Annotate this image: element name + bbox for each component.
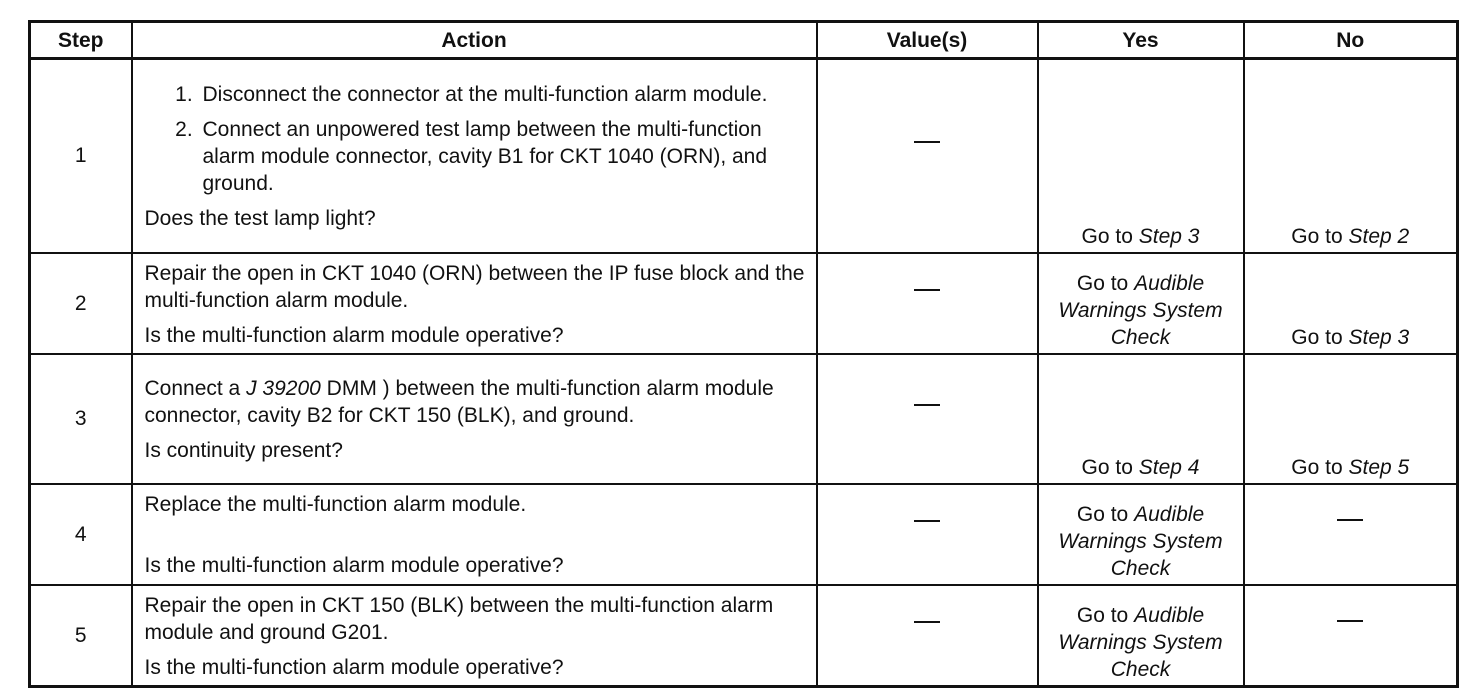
no-target: Step 5 [1348, 455, 1410, 479]
no-cell [1244, 59, 1458, 253]
yes-cell [1038, 59, 1244, 253]
yes-cell [1038, 484, 1244, 585]
value-cell [817, 585, 1038, 687]
action-cell [132, 253, 817, 354]
diagnostic-table [28, 20, 1459, 688]
substep-list [145, 81, 808, 197]
no-prefix: Go to [1291, 325, 1343, 349]
action-text-pre: Connect a [144, 377, 241, 400]
yes-cell [1038, 354, 1244, 484]
header-yes: Yes [1038, 22, 1244, 59]
no-dash [1337, 519, 1363, 548]
action-question: Is continuity present? [144, 439, 343, 462]
action-cell [132, 59, 817, 253]
no-dash [1337, 620, 1363, 649]
table-row [30, 484, 1458, 585]
step-number: 4 [30, 484, 132, 585]
table-row [30, 354, 1458, 484]
value-cell [817, 484, 1038, 585]
header-action: Action [132, 22, 817, 59]
no-cell [1244, 354, 1458, 484]
value-cell [817, 59, 1038, 253]
table-row [30, 59, 1458, 253]
yes-prefix: Go to [1076, 603, 1129, 627]
yes-prefix: Go to [1081, 455, 1133, 479]
action-question: Is the multi-function alarm module operative? [144, 323, 564, 347]
yes-target: Audible Warnings System Check [1058, 271, 1223, 349]
no-target: Step 3 [1348, 325, 1410, 349]
value-cell [817, 354, 1038, 484]
table-row [30, 253, 1458, 354]
header-no: No [1244, 22, 1458, 59]
substep: 1. Disconnect the connector at the multi-function alarm module. [199, 81, 808, 108]
header-row [30, 22, 1458, 59]
header-step: Step [30, 22, 132, 59]
yes-target: Audible Warnings System Check [1058, 603, 1223, 681]
tool-name: J 39200 [246, 377, 321, 400]
action-text: Replace the multi-function alarm module. [144, 493, 527, 516]
no-cell [1244, 585, 1458, 687]
action-text [145, 375, 808, 429]
action-question: Does the test lamp light? [144, 207, 376, 231]
header-values: Value(s) [817, 22, 1038, 59]
value-cell [817, 253, 1038, 354]
no-target: Step 2 [1348, 224, 1410, 248]
no-cell [1244, 484, 1458, 585]
yes-cell [1038, 585, 1244, 687]
step-number: 1 [30, 59, 132, 253]
value-dash [914, 141, 940, 170]
value-dash [914, 404, 940, 433]
action-cell [132, 484, 817, 585]
value-dash [914, 621, 940, 650]
yes-target: Step 3 [1138, 224, 1200, 248]
no-prefix: Go to [1291, 224, 1343, 248]
value-dash [914, 520, 940, 549]
no-prefix: Go to [1291, 455, 1343, 479]
no-cell [1244, 253, 1458, 354]
action-cell [132, 585, 817, 687]
action-question: Is the multi-function alarm module operative? [144, 655, 564, 679]
action-text: Repair the open in CKT 150 (BLK) between the multi-function alarm module and ground G201. [144, 593, 774, 644]
table-row [30, 585, 1458, 687]
yes-prefix: Go to [1076, 271, 1129, 295]
step-number: 5 [30, 585, 132, 687]
step-number: 3 [30, 354, 132, 484]
yes-target: Step 4 [1138, 455, 1200, 479]
yes-prefix: Go to [1076, 502, 1129, 526]
yes-prefix: Go to [1081, 224, 1133, 248]
action-text: Repair the open in CKT 1040 (ORN) between the IP fuse block and the multi-function alarm module. [144, 261, 805, 312]
action-question: Is the multi-function alarm module operative? [144, 554, 564, 577]
yes-cell [1038, 253, 1244, 354]
value-dash [914, 289, 940, 318]
step-number: 2 [30, 253, 132, 354]
action-text-post: DMM ) between the multi-function alarm module connector, cavity B2 for CKT 150 (BLK), and ground. [144, 377, 774, 427]
substep: 2. Connect an unpowered test lamp between the multi-function alarm module connector, cavity B1 for CKT 1040 (ORN), and ground. [199, 116, 808, 197]
yes-target: Audible Warnings System Check [1058, 502, 1223, 580]
action-cell [132, 354, 817, 484]
